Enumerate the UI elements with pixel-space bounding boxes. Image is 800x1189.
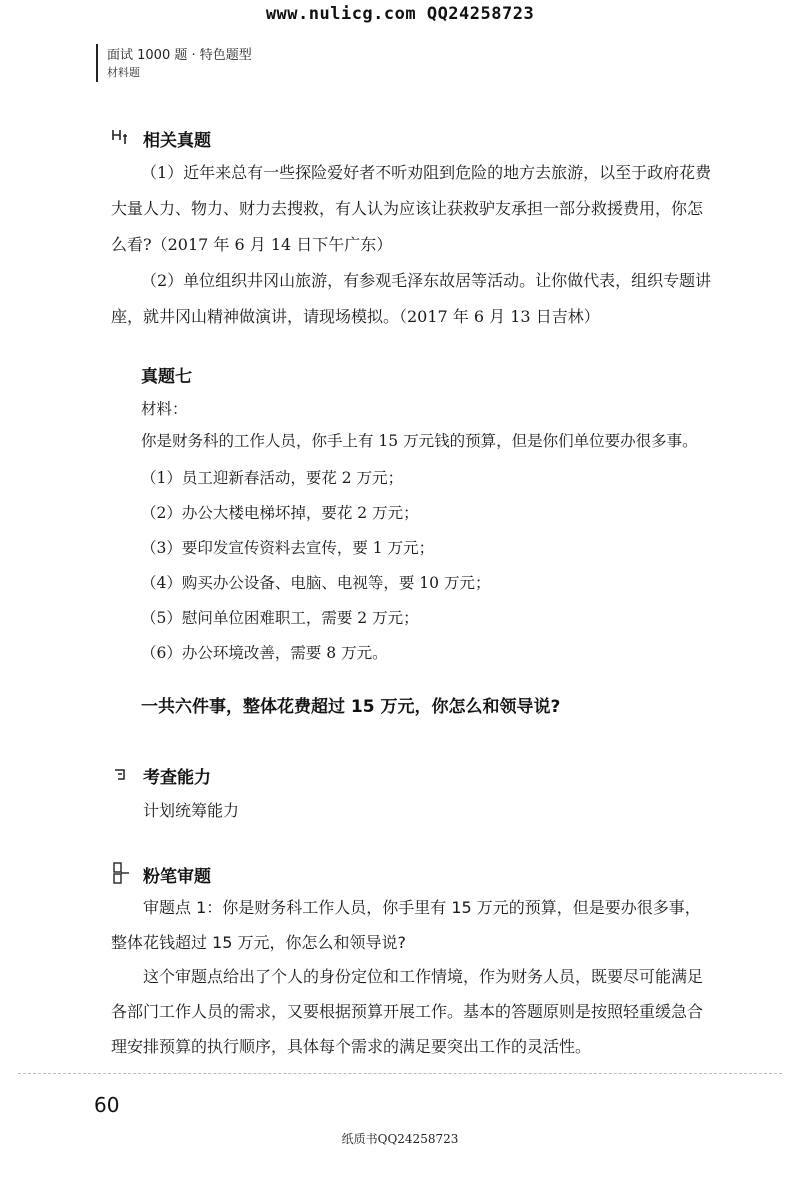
- text-line: 么看?（2017 年 6 月 14 日下午广东）: [111, 235, 393, 254]
- text-line: （2）单位组织井冈山旅游，有参观毛泽东故居等活动。让你做代表，组织专题讲: [141, 271, 712, 290]
- list-item: （5）慰问单位困难职工，需要 2 万元；: [141, 609, 419, 627]
- main-question: 一共六件事，整体花费超过 15 万元，你怎么和领导说?: [141, 697, 561, 717]
- question-seven-title: 真题七: [141, 367, 192, 387]
- list-item: （4）购买办公设备、电脑、电视等，要 10 万元；: [141, 574, 491, 592]
- review-section-icon: [111, 861, 131, 889]
- related-section-icon: [111, 128, 129, 150]
- text-line: 各部门工作人员的需求，又要根据预算开展工作。基本的答题原则是按照轻重缓急合: [111, 1002, 704, 1021]
- review-analysis: [111, 959, 751, 1064]
- material-list: [141, 461, 490, 671]
- related-section-title: 相关真题: [143, 131, 211, 151]
- header-divider: [96, 44, 98, 82]
- text-line: 整体花钱超过 15 万元，你怎么和领导说?: [111, 933, 407, 952]
- text-line: 审题点 1：你是财务科工作人员，你手里有 15 万元的预算，但是要办很多事，: [143, 898, 701, 917]
- text-line: 这个审题点给出了个人的身份定位和工作情境，作为财务人员，既要尽可能满足: [143, 967, 704, 986]
- list-item: （1）员工迎新春活动，要花 2 万元；: [141, 469, 404, 487]
- text-line: （1）近年来总有一些探险爱好者不听劝阻到危险的地方去旅游，以至于政府花费: [141, 163, 712, 182]
- bottom-watermark: 纸质书QQ24258723: [341, 1132, 459, 1146]
- scan-artifact-line: [18, 1073, 782, 1074]
- review-point-1: [111, 890, 751, 960]
- running-header-title: 面试 1000 题 · 特色题型: [107, 48, 252, 63]
- ability-text: 计划统筹能力: [143, 801, 240, 820]
- related-item-2: [111, 263, 731, 335]
- ability-section-title: 考查能力: [143, 768, 211, 788]
- text-line: 大量人力、物力、财力去搜救，有人认为应该让获救驴友承担一部分救援费用，你怎: [111, 199, 704, 218]
- review-section-title: 粉笔审题: [143, 867, 211, 887]
- page-number: 60: [94, 1093, 120, 1117]
- text-line: 座，就井冈山精神做演讲，请现场模拟。（2017 年 6 月 13 日吉林）: [111, 307, 600, 326]
- related-item-1: [111, 155, 731, 263]
- list-item: （6）办公环境改善，需要 8 万元。: [141, 644, 388, 662]
- material-label: 材料：: [141, 400, 188, 418]
- list-item: （3）要印发宣传资料去宣传，要 1 万元；: [141, 539, 435, 557]
- text-line: 理安排预算的执行顺序，具体每个需求的满足要突出工作的灵活性。: [111, 1037, 592, 1056]
- ability-section-icon: [113, 767, 127, 786]
- running-header-subtitle: 材料题: [107, 66, 140, 79]
- list-item: （2）办公大楼电梯坏掉，要花 2 万元；: [141, 504, 419, 522]
- material-intro: 你是财务科的工作人员，你手上有 15 万元钱的预算，但是你们单位要办很多事。: [141, 432, 698, 450]
- top-watermark: www.nulicg.com QQ24258723: [265, 4, 535, 24]
